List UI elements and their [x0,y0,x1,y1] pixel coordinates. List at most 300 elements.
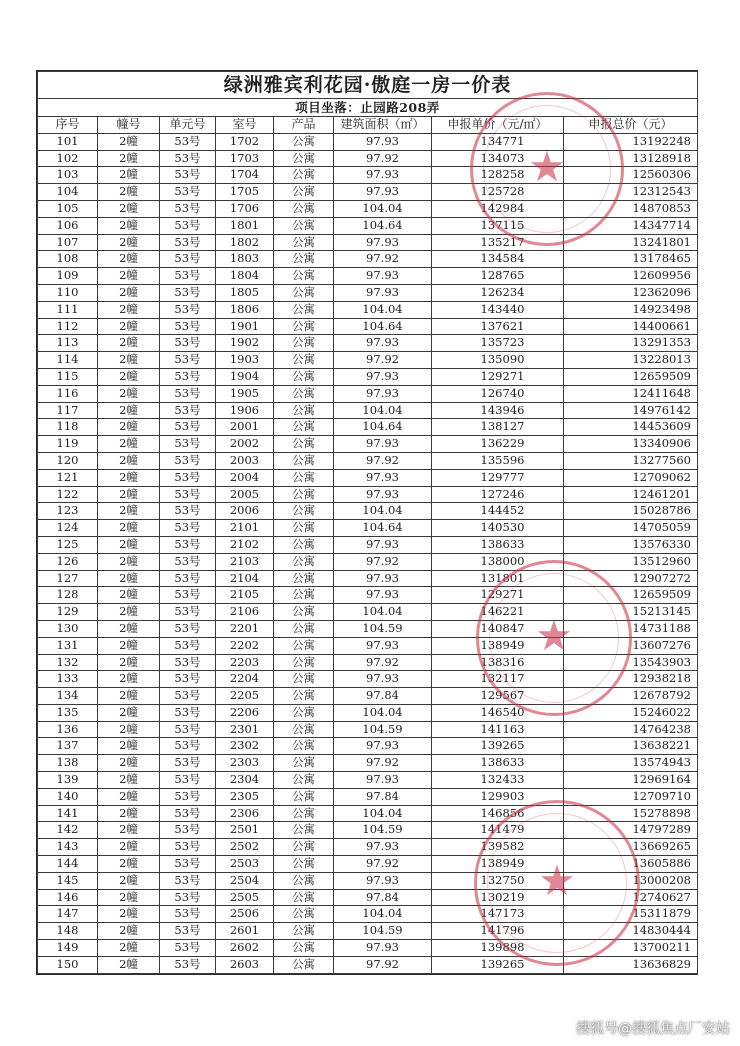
table-row [38,184,698,201]
cell-building: 2幢 [98,956,160,973]
cell-unit: 53号 [160,150,216,167]
table-row [38,402,698,419]
cell-area: 104.04 [334,604,432,621]
cell-total-price: 13192248 [564,133,698,150]
cell-unit: 53号 [160,452,216,469]
cell-room: 2004 [216,469,274,486]
table-row [38,637,698,654]
table-row [38,788,698,805]
cell-unit-price: 129271 [432,587,564,604]
cell-product: 公寓 [274,234,334,251]
cell-room: 2302 [216,738,274,755]
cell-room: 2504 [216,872,274,889]
cell-area: 104.64 [334,217,432,234]
cell-serial: 128 [38,587,98,604]
cell-serial: 138 [38,755,98,772]
table-row [38,284,698,301]
cell-unit-price: 129903 [432,788,564,805]
table-row [38,889,698,906]
cell-building: 2幢 [98,284,160,301]
cell-product: 公寓 [274,688,334,705]
table-row [38,167,698,184]
cell-building: 2幢 [98,872,160,889]
cell-unit: 53号 [160,167,216,184]
cell-area: 97.93 [334,335,432,352]
table-row [38,822,698,839]
cell-product: 公寓 [274,335,334,352]
cell-unit-price: 134584 [432,251,564,268]
cell-serial: 105 [38,200,98,217]
cell-area: 97.92 [334,553,432,570]
cell-room: 2105 [216,587,274,604]
cell-room: 2206 [216,704,274,721]
cell-total-price: 13000208 [564,872,698,889]
cell-total-price: 12969164 [564,772,698,789]
cell-total-price: 15213145 [564,604,698,621]
col-header-unit: 单元号 [160,117,216,134]
cell-building: 2幢 [98,654,160,671]
cell-room: 1703 [216,150,274,167]
table-row [38,419,698,436]
cell-area: 97.93 [334,772,432,789]
cell-building: 2幢 [98,856,160,873]
cell-building: 2幢 [98,385,160,402]
cell-serial: 108 [38,251,98,268]
cell-room: 2304 [216,772,274,789]
cell-unit-price: 126740 [432,385,564,402]
cell-room: 2203 [216,654,274,671]
cell-room: 1906 [216,402,274,419]
cell-building: 2幢 [98,251,160,268]
cell-unit: 53号 [160,856,216,873]
cell-unit-price: 139898 [432,940,564,957]
cell-unit: 53号 [160,755,216,772]
cell-unit: 53号 [160,335,216,352]
cell-unit: 53号 [160,284,216,301]
cell-unit: 53号 [160,839,216,856]
cell-unit: 53号 [160,469,216,486]
cell-serial: 143 [38,839,98,856]
cell-unit-price: 137115 [432,217,564,234]
cell-serial: 124 [38,520,98,537]
cell-total-price: 12709062 [564,469,698,486]
cell-total-price: 12362096 [564,284,698,301]
cell-room: 2101 [216,520,274,537]
table-row [38,721,698,738]
cell-serial: 134 [38,688,98,705]
cell-serial: 140 [38,788,98,805]
col-header-area: 建筑面积（㎡） [334,117,432,134]
cell-total-price: 14870853 [564,200,698,217]
cell-product: 公寓 [274,738,334,755]
cell-unit-price: 125728 [432,184,564,201]
cell-product: 公寓 [274,620,334,637]
table-row [38,486,698,503]
table-row [38,251,698,268]
cell-serial: 125 [38,536,98,553]
cell-room: 2106 [216,604,274,621]
cell-room: 2104 [216,570,274,587]
cell-total-price: 13700211 [564,940,698,957]
cell-area: 97.84 [334,688,432,705]
cell-area: 97.84 [334,889,432,906]
cell-product: 公寓 [274,721,334,738]
cell-total-price: 12740627 [564,889,698,906]
table-row [38,268,698,285]
table-title: 绿洲雅宾利花园·傲庭一房一价表 [38,72,698,99]
table-row [38,469,698,486]
cell-building: 2幢 [98,301,160,318]
cell-total-price: 13291353 [564,335,698,352]
table-row [38,536,698,553]
cell-area: 97.93 [334,385,432,402]
cell-area: 97.92 [334,352,432,369]
cell-serial: 116 [38,385,98,402]
table-row [38,654,698,671]
cell-unit-price: 140847 [432,620,564,637]
col-header-room: 室号 [216,117,274,134]
cell-unit: 53号 [160,268,216,285]
cell-building: 2幢 [98,889,160,906]
cell-total-price: 13607276 [564,637,698,654]
cell-total-price: 12709710 [564,788,698,805]
cell-unit-price: 126234 [432,284,564,301]
cell-room: 1702 [216,133,274,150]
cell-unit-price: 134771 [432,133,564,150]
cell-building: 2幢 [98,906,160,923]
cell-serial: 147 [38,906,98,923]
cell-building: 2幢 [98,486,160,503]
cell-building: 2幢 [98,167,160,184]
cell-total-price: 14976142 [564,402,698,419]
cell-serial: 129 [38,604,98,621]
cell-building: 2幢 [98,436,160,453]
cell-product: 公寓 [274,772,334,789]
cell-total-price: 13340906 [564,436,698,453]
cell-unit: 53号 [160,822,216,839]
cell-total-price: 13669265 [564,839,698,856]
cell-product: 公寓 [274,503,334,520]
cell-room: 2001 [216,419,274,436]
cell-product: 公寓 [274,536,334,553]
cell-product: 公寓 [274,419,334,436]
cell-area: 97.92 [334,755,432,772]
cell-total-price: 14797289 [564,822,698,839]
table-row [38,368,698,385]
cell-area: 97.93 [334,268,432,285]
cell-product: 公寓 [274,402,334,419]
cell-building: 2幢 [98,738,160,755]
cell-room: 1804 [216,268,274,285]
cell-serial: 133 [38,671,98,688]
cell-total-price: 12461201 [564,486,698,503]
cell-serial: 121 [38,469,98,486]
cell-unit: 53号 [160,889,216,906]
cell-area: 97.93 [334,284,432,301]
cell-room: 2202 [216,637,274,654]
cell-unit-price: 135217 [432,234,564,251]
cell-building: 2幢 [98,721,160,738]
cell-product: 公寓 [274,940,334,957]
cell-serial: 113 [38,335,98,352]
cell-unit-price: 147173 [432,906,564,923]
cell-room: 2204 [216,671,274,688]
cell-area: 104.04 [334,503,432,520]
cell-area: 97.93 [334,738,432,755]
cell-area: 97.93 [334,486,432,503]
cell-unit-price: 129777 [432,469,564,486]
table-row [38,604,698,621]
cell-unit: 53号 [160,234,216,251]
cell-total-price: 14830444 [564,923,698,940]
cell-product: 公寓 [274,469,334,486]
cell-product: 公寓 [274,318,334,335]
cell-unit-price: 132433 [432,772,564,789]
cell-product: 公寓 [274,587,334,604]
cell-serial: 117 [38,402,98,419]
cell-product: 公寓 [274,755,334,772]
cell-product: 公寓 [274,889,334,906]
cell-area: 97.92 [334,956,432,973]
cell-unit: 53号 [160,184,216,201]
cell-unit: 53号 [160,620,216,637]
cell-unit-price: 141796 [432,923,564,940]
cell-product: 公寓 [274,436,334,453]
cell-room: 2205 [216,688,274,705]
cell-room: 2005 [216,486,274,503]
cell-product: 公寓 [274,268,334,285]
cell-unit-price: 146221 [432,604,564,621]
cell-building: 2幢 [98,620,160,637]
cell-area: 97.93 [334,469,432,486]
cell-area: 97.93 [334,436,432,453]
cell-unit-price: 143946 [432,402,564,419]
table-row [38,671,698,688]
cell-unit: 53号 [160,570,216,587]
cell-building: 2幢 [98,200,160,217]
cell-building: 2幢 [98,805,160,822]
source-watermark: 搜狐号@搜狐焦点厂安站 [576,1021,730,1037]
cell-total-price: 13241801 [564,234,698,251]
cell-serial: 145 [38,872,98,889]
table-row [38,335,698,352]
cell-room: 2501 [216,822,274,839]
cell-unit: 53号 [160,402,216,419]
cell-total-price: 13543903 [564,654,698,671]
cell-area: 104.64 [334,520,432,537]
cell-building: 2幢 [98,133,160,150]
cell-unit: 53号 [160,352,216,369]
cell-serial: 118 [38,419,98,436]
title-row [38,72,698,99]
cell-total-price: 12411648 [564,385,698,402]
cell-serial: 110 [38,284,98,301]
cell-product: 公寓 [274,217,334,234]
cell-total-price: 12938218 [564,671,698,688]
table-row [38,620,698,637]
cell-building: 2幢 [98,268,160,285]
cell-total-price: 14923498 [564,301,698,318]
cell-unit: 53号 [160,923,216,940]
table-row [38,318,698,335]
cell-area: 104.59 [334,822,432,839]
cell-unit: 53号 [160,217,216,234]
cell-building: 2幢 [98,469,160,486]
cell-product: 公寓 [274,923,334,940]
cell-product: 公寓 [274,184,334,201]
seal-star-icon: ★ [528,141,566,191]
cell-area: 104.04 [334,200,432,217]
cell-unit-price: 143440 [432,301,564,318]
cell-unit-price: 136229 [432,436,564,453]
cell-area: 97.84 [334,788,432,805]
cell-room: 2103 [216,553,274,570]
cell-serial: 114 [38,352,98,369]
cell-total-price: 13512960 [564,553,698,570]
cell-product: 公寓 [274,352,334,369]
cell-product: 公寓 [274,956,334,973]
cell-unit-price: 139582 [432,839,564,856]
cell-unit: 53号 [160,738,216,755]
cell-building: 2幢 [98,570,160,587]
cell-area: 104.64 [334,419,432,436]
cell-area: 97.93 [334,167,432,184]
cell-serial: 102 [38,150,98,167]
col-header-product: 产品 [274,117,334,134]
cell-product: 公寓 [274,150,334,167]
cell-product: 公寓 [274,906,334,923]
cell-unit: 53号 [160,318,216,335]
cell-serial: 137 [38,738,98,755]
cell-product: 公寓 [274,788,334,805]
cell-unit-price: 138127 [432,419,564,436]
cell-unit: 53号 [160,772,216,789]
cell-product: 公寓 [274,637,334,654]
cell-total-price: 15311879 [564,906,698,923]
cell-room: 2003 [216,452,274,469]
price-table [37,71,698,974]
cell-unit-price: 137621 [432,318,564,335]
cell-room: 2305 [216,788,274,805]
header-row [38,117,698,134]
cell-serial: 109 [38,268,98,285]
cell-building: 2幢 [98,671,160,688]
cell-product: 公寓 [274,301,334,318]
cell-room: 2002 [216,436,274,453]
cell-room: 1802 [216,234,274,251]
cell-product: 公寓 [274,805,334,822]
cell-unit-price: 131801 [432,570,564,587]
cell-building: 2幢 [98,150,160,167]
cell-unit-price: 146856 [432,805,564,822]
cell-room: 2502 [216,839,274,856]
cell-area: 97.93 [334,570,432,587]
cell-building: 2幢 [98,604,160,621]
table-row [38,150,698,167]
cell-room: 2601 [216,923,274,940]
cell-serial: 142 [38,822,98,839]
cell-product: 公寓 [274,452,334,469]
cell-unit-price: 141479 [432,822,564,839]
cell-room: 2506 [216,906,274,923]
cell-area: 104.04 [334,704,432,721]
cell-building: 2幢 [98,217,160,234]
cell-building: 2幢 [98,536,160,553]
cell-area: 104.59 [334,721,432,738]
cell-unit: 53号 [160,200,216,217]
table-row [38,772,698,789]
col-header-building: 幢号 [98,117,160,134]
cell-unit-price: 138949 [432,856,564,873]
cell-building: 2幢 [98,688,160,705]
cell-serial: 146 [38,889,98,906]
cell-building: 2幢 [98,822,160,839]
table-row [38,839,698,856]
cell-serial: 106 [38,217,98,234]
cell-area: 97.93 [334,872,432,889]
table-row [38,923,698,940]
cell-serial: 150 [38,956,98,973]
cell-product: 公寓 [274,520,334,537]
table-row [38,704,698,721]
cell-product: 公寓 [274,822,334,839]
cell-unit-price: 132750 [432,872,564,889]
cell-product: 公寓 [274,385,334,402]
cell-total-price: 14705059 [564,520,698,537]
cell-area: 97.92 [334,150,432,167]
cell-product: 公寓 [274,553,334,570]
cell-total-price: 15028786 [564,503,698,520]
cell-serial: 104 [38,184,98,201]
cell-unit: 53号 [160,251,216,268]
cell-unit-price: 128258 [432,167,564,184]
cell-serial: 132 [38,654,98,671]
col-header-serial: 序号 [38,117,98,134]
address-row [38,99,698,117]
table-row [38,503,698,520]
cell-total-price: 12560306 [564,167,698,184]
cell-unit-price: 128765 [432,268,564,285]
cell-product: 公寓 [274,200,334,217]
cell-room: 1903 [216,352,274,369]
cell-unit: 53号 [160,553,216,570]
cell-total-price: 13228013 [564,352,698,369]
cell-total-price: 13574943 [564,755,698,772]
cell-serial: 123 [38,503,98,520]
cell-room: 2006 [216,503,274,520]
cell-unit: 53号 [160,536,216,553]
cell-unit: 53号 [160,654,216,671]
table-row [38,688,698,705]
cell-area: 97.92 [334,251,432,268]
cell-total-price: 14453609 [564,419,698,436]
cell-serial: 107 [38,234,98,251]
cell-room: 2505 [216,889,274,906]
cell-total-price: 12312543 [564,184,698,201]
cell-unit: 53号 [160,956,216,973]
table-row [38,587,698,604]
cell-unit: 53号 [160,486,216,503]
table-row [38,906,698,923]
cell-building: 2幢 [98,368,160,385]
table-row [38,940,698,957]
cell-serial: 101 [38,133,98,150]
cell-unit-price: 138633 [432,536,564,553]
cell-unit: 53号 [160,520,216,537]
cell-building: 2幢 [98,184,160,201]
cell-room: 1805 [216,284,274,301]
cell-building: 2幢 [98,704,160,721]
